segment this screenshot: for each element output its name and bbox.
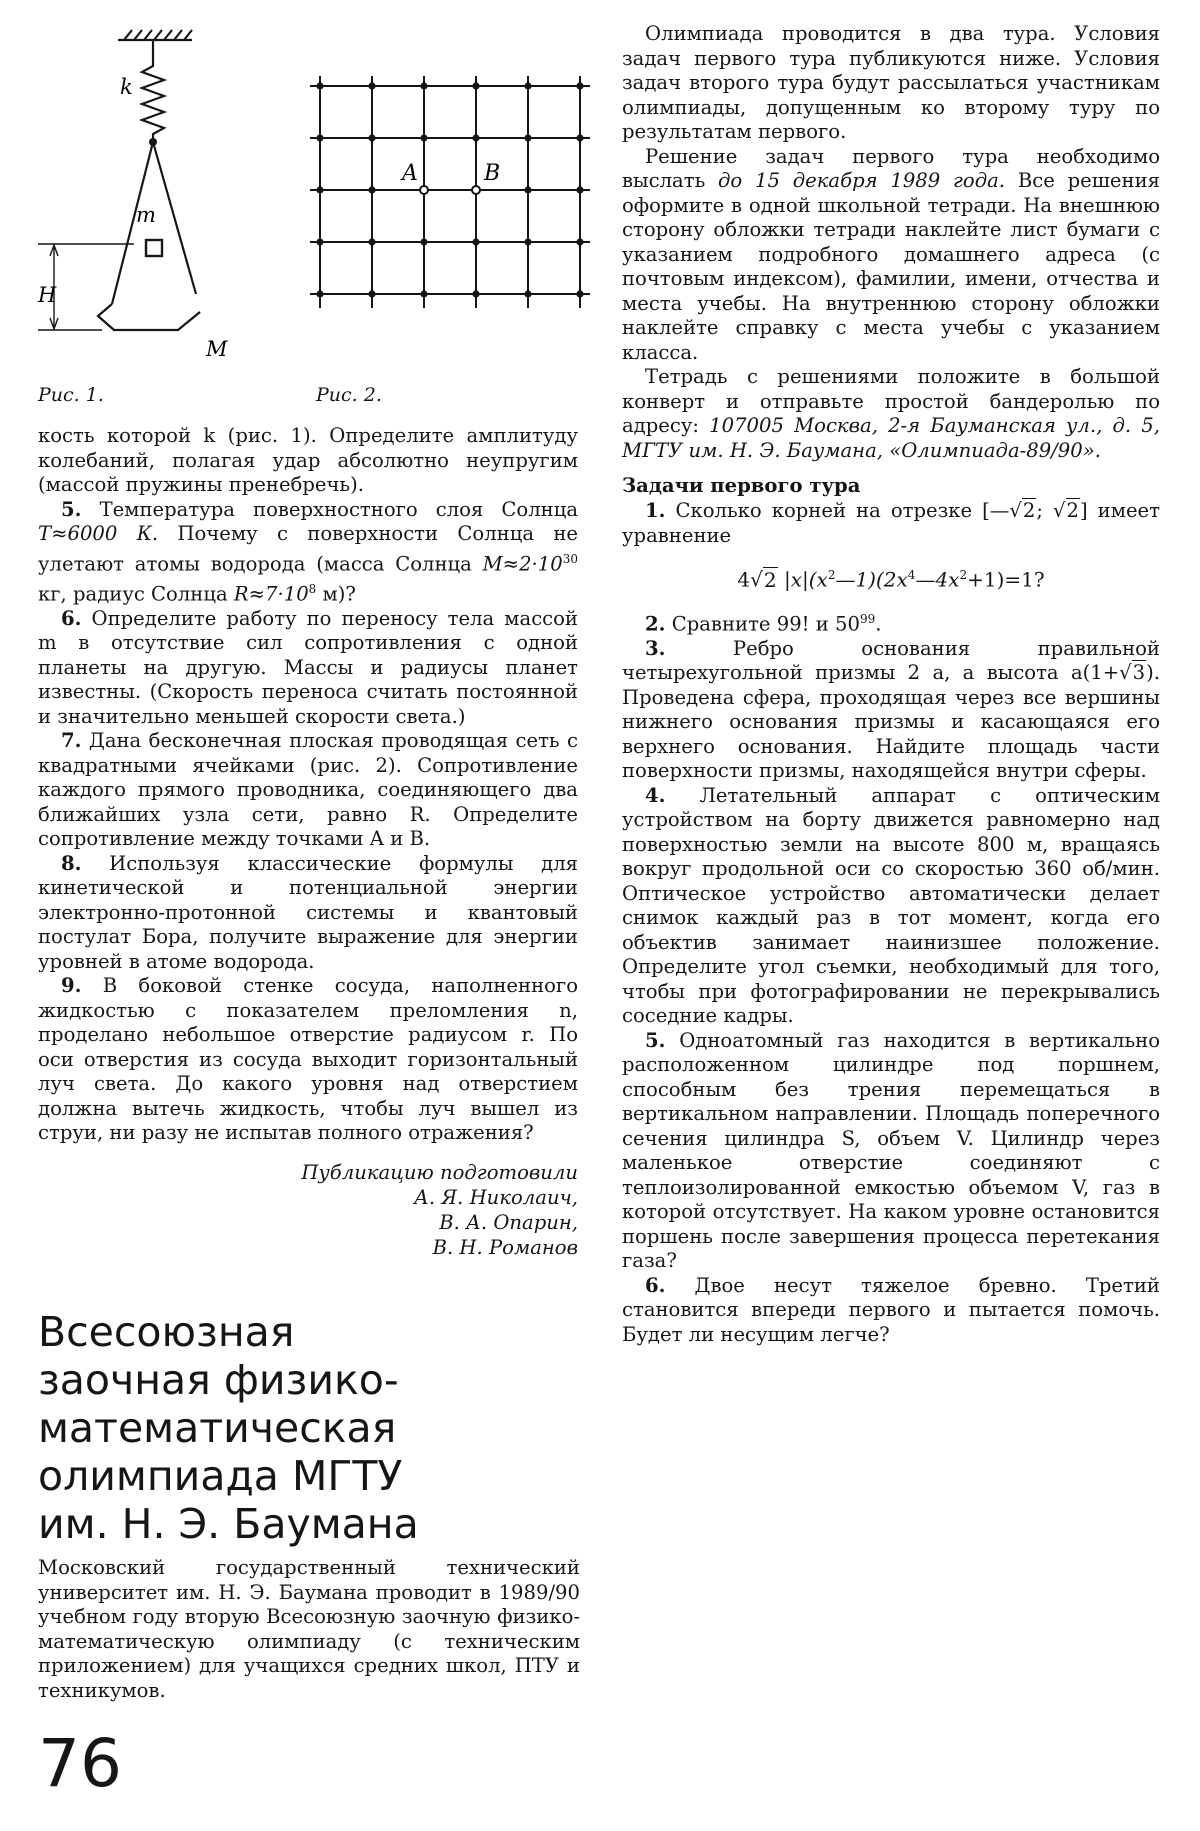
problem-5: 5. Температура поверхностного слоя Солнца T≈6000 К. Почему с поверхности Солнца не улетают атомы водорода (масса Солнца $M\approx 2\cdot 10^{30}$ кг, радиус Солнца $R\approx 7\cdot 10^8$ м)? <box>38 497 578 606</box>
label-k: k <box>120 75 133 99</box>
credits: Публикацию подготовили А. Я. Николаич, В. А. Опарин, В. Н. Романов <box>301 1160 578 1259</box>
tasks-subheading: Задачи первого тура <box>622 474 861 497</box>
task-4: 4. Летательный аппарат с оптическим устройством на борту движется равномерно над поверхностью земли на высоте 800 м, вращаясь вокруг продольной оси со скоростью 360 об/мин. Оптическое устройство автоматически делает снимок каждый раз в тот момент, когда его объектив занимает наинизшее положение. Определите угол съемки, необходимый для того, чтобы при фотографировании не перекрывались соседние кадры. <box>622 783 1160 1028</box>
right-column <box>622 22 1160 1347</box>
label-B: B <box>484 161 501 186</box>
fig1-caption: Рис. 1. <box>38 384 104 406</box>
intro-paragraph: Московский государственный технический университет им. Н. Э. Баумана проводит в 1989/90 учебном году вторую Всесоюзную заочную физико-математическую олимпиаду (с техническим приложением) для учащихся средних школ, ПТУ и техникумов. <box>38 1556 580 1702</box>
rules-paragraph-2: Решение задач первого тура необходимо выслать до 15 декабря 1989 года. Все решения оформите в одной школьной тетради. На внешнюю сторону обложки тетради наклейте лист бумаги с указанием подробного домашнего адреса (с почтовым индексом), фамилии, имени, отчества и места учебы. На внутреннюю сторону обложки наклейте справку с места учебы с указанием класса. <box>622 144 1160 364</box>
task-5: 5. Одноатомный газ находится в вертикально расположенном цилиндре под поршнем, способным без трения перемещаться в вертикальном направлении. Площадь поперечного сечения цилиндра S, объем V. Цилиндр через маленькое отверстие соединяют с теплоизолированной емкостью объемом V, газ в которой отсутствует. На каком уровне остановится поршень после завершения процесса перетекания газа? <box>622 1028 1160 1273</box>
task-6: 6. Двое несут тяжелое бревно. Третий становится впереди первого и пытается помочь. Будет ли несущим легче? <box>622 1273 1160 1346</box>
rules-paragraph-1: Олимпиада проводится в два тура. Условия задач первого тура публикуются ниже. Условия задач второго тура будут рассылаться участникам олимпиады, допущенным ко второму туру по результатам первого. <box>622 22 1160 143</box>
task-1-equation: 4√2 $|x|(x^2—1)(2x^4—4x^2+1)=1$? <box>737 567 1045 592</box>
problem-9: 9. В боковой стенке сосуда, наполненного жидкостью с показателем преломления n, проделано небольшое отверстие радиусом r. По оси отверстия из сосуда выходит горизонтальный луч света. До какого уровня над отверстием должна вытечь жидкость, чтобы луч вышел из струи, ни разу не испытав полного отражения? <box>38 974 578 1145</box>
task-1: 1. Сколько корней на отрезке [—√2; √2] имеет уравнение <box>622 499 1160 547</box>
figure-1 <box>30 18 250 388</box>
page-number: 76 <box>38 1725 122 1802</box>
label-H: H <box>38 283 57 307</box>
problem-4-continuation: кость которой k (рис. 1). Определите амплитуду колебаний, полагая удар абсолютно неупругим (массой пружины пренебречь). <box>38 424 578 496</box>
problem-8: 8. Используя классические формулы для кинетической и потенциальной энергии электронно-протонной системы и квантовый постулат Бора, получите выражение для энергии уровней в атоме водорода. <box>38 851 578 973</box>
figure-2 <box>296 56 596 316</box>
label-A: A <box>402 161 418 186</box>
problem-6: 6. Определите работу по переносу тела массой m в отсутствие сил сопротивления с одной планеты на другую. Массы и радиусы планет известны. (Скорость переноса считать постоянной и значительно меньшей скорости света.) <box>38 606 578 728</box>
task-3: 3. Ребро основания правильной четырехугольной призмы 2 a, а высота a(1+√3). Проведена сфера, проходящая через все вершины нижнего основания призмы и касающаяся его верхнего основания. Найдите площадь части поверхности призмы, находящейся внутри сферы. <box>622 636 1160 783</box>
rules-paragraph-3: Тетрадь с решениями положите в большой конверт и отправьте простой бандеролью по адресу: 107005 Москва, 2-я Бауманская ул., д. 5, МГТУ им. Н. Э. Баумана, «Олимпиада-89/90». <box>622 365 1160 462</box>
node-B <box>472 186 480 194</box>
label-m: m <box>136 203 156 227</box>
task-2: 2. Сравните 99! и $50^{99}$. <box>645 611 882 636</box>
article-title: Всесоюзная заочная физико- математическая олимпиада МГТУ им. Н. Э. Баумана <box>38 1308 419 1548</box>
mass-box <box>146 240 162 256</box>
fig2-caption: Рис. 2. <box>316 384 382 406</box>
label-M: M <box>206 337 228 361</box>
problem-7: 7. Дана бесконечная плоская проводящая сеть с квадратными ячейками (рис. 2). Сопротивление каждого прямого проводника, соединяющего два ближайших узла сети, равно R. Определите сопротивление между точками A и B. <box>38 729 578 851</box>
node-A <box>420 186 428 194</box>
left-column <box>38 424 578 1260</box>
spring <box>142 40 164 142</box>
